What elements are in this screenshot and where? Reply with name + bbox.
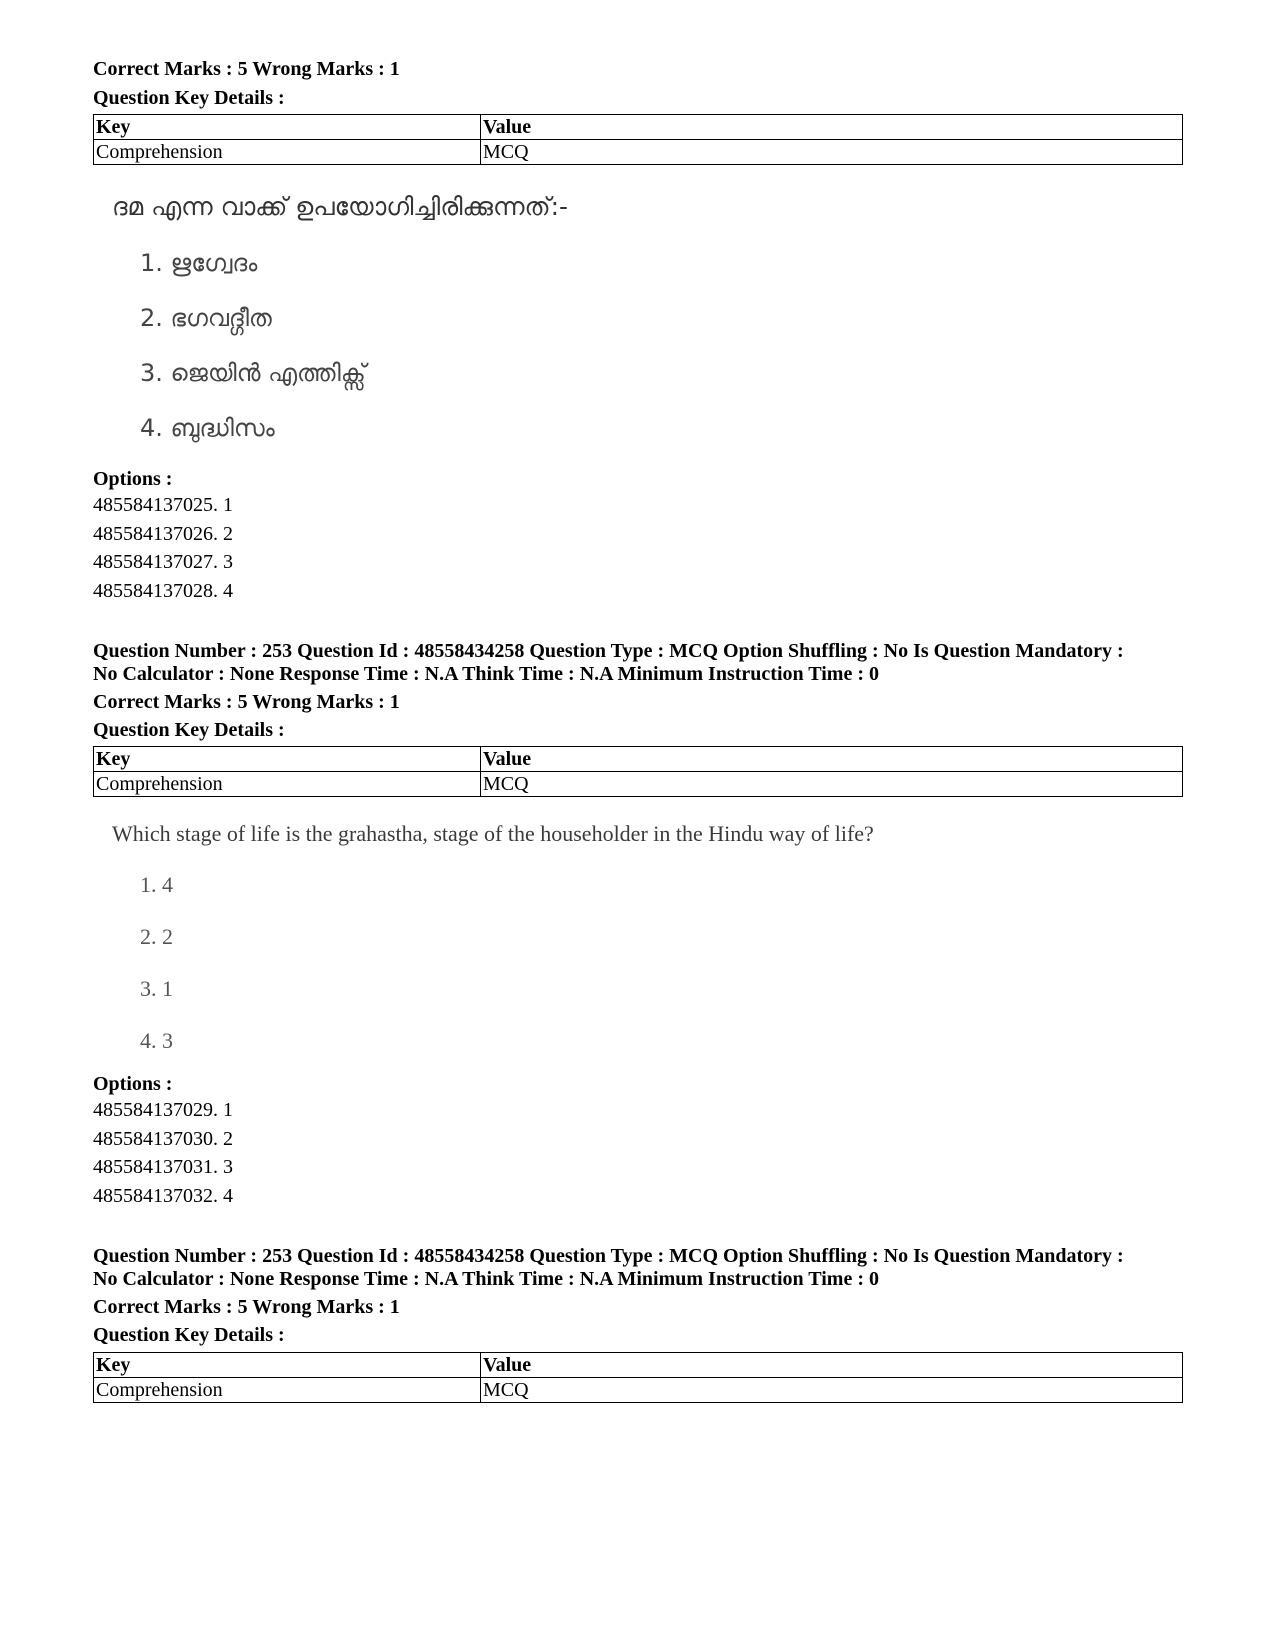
choice-1: 1. 4 xyxy=(140,872,173,897)
question-meta-line-1: Question Number : 253 Question Id : 48558434258 Question Type : MCQ Option Shuffling : No Is Question Mandatory : xyxy=(93,640,1124,662)
option-item: 485584137032. 4 xyxy=(93,1184,233,1207)
table-header-key: Key xyxy=(94,747,481,772)
table-header-row xyxy=(94,1353,1183,1378)
choice-2: 2. ഭഗവദ്ഗീത xyxy=(140,304,272,332)
option-item: 485584137028. 4 xyxy=(93,579,233,602)
table-header-key: Key xyxy=(94,1353,481,1378)
choice-4: 4. ബുദ്ധിസം xyxy=(140,414,275,442)
table-row xyxy=(94,140,1183,165)
key-details-table xyxy=(93,114,1183,165)
table-header-row xyxy=(94,747,1183,772)
option-item: 485584137031. 3 xyxy=(93,1156,233,1178)
table-cell-value: MCQ xyxy=(481,1378,1183,1403)
table-cell-key: Comprehension xyxy=(94,140,481,165)
options-label: Options : xyxy=(93,1073,173,1095)
table-header-value: Value xyxy=(481,1353,1183,1378)
options-label: Options : xyxy=(93,468,173,490)
choice-3: 3. 1 xyxy=(140,976,173,1001)
question-meta-line-2: No Calculator : None Response Time : N.A Think Time : N.A Minimum Instruction Time : 0 xyxy=(93,1268,879,1290)
marks-line: Correct Marks : 5 Wrong Marks : 1 xyxy=(93,1296,400,1318)
choice-4: 4. 3 xyxy=(140,1028,173,1053)
table-cell-value: MCQ xyxy=(481,140,1183,165)
table-cell-key: Comprehension xyxy=(94,1378,481,1403)
key-details-table xyxy=(93,746,1183,797)
question-meta-line-2: No Calculator : None Response Time : N.A Think Time : N.A Minimum Instruction Time : 0 xyxy=(93,663,879,685)
option-item: 485584137030. 2 xyxy=(93,1127,233,1150)
table-header-value: Value xyxy=(481,747,1183,772)
table-header-value: Value xyxy=(481,115,1183,140)
choice-3: 3. ജെയിൻ എത്തിക്സ് xyxy=(140,359,366,387)
table-row xyxy=(94,1378,1183,1403)
choice-1: 1. ഋഗ്വേദം xyxy=(140,249,258,277)
table-header-row xyxy=(94,115,1183,140)
table-cell-key: Comprehension xyxy=(94,772,481,797)
marks-line: Correct Marks : 5 Wrong Marks : 1 xyxy=(93,58,400,80)
marks-line: Correct Marks : 5 Wrong Marks : 1 xyxy=(93,691,400,713)
question-meta-line-1: Question Number : 253 Question Id : 48558434258 Question Type : MCQ Option Shuffling : No Is Question Mandatory : xyxy=(93,1245,1124,1267)
table-row xyxy=(94,772,1183,797)
table-cell-value: MCQ xyxy=(481,772,1183,797)
key-details-label: Question Key Details : xyxy=(93,1324,285,1346)
options-list xyxy=(93,491,233,605)
option-item: 485584137025. 1 xyxy=(93,494,233,516)
option-item: 485584137029. 1 xyxy=(93,1099,233,1121)
key-details-label: Question Key Details : xyxy=(93,87,285,109)
question-text: ദമ എന്ന വാക്ക് ഉപയോഗിച്ചിരിക്കുന്നത്:- xyxy=(112,192,569,221)
choice-2: 2. 2 xyxy=(140,924,173,949)
options-list xyxy=(93,1096,233,1210)
option-item: 485584137026. 2 xyxy=(93,522,233,545)
option-item: 485584137027. 3 xyxy=(93,551,233,573)
table-header-key: Key xyxy=(94,115,481,140)
question-text: Which stage of life is the grahastha, stage of the householder in the Hindu way of life? xyxy=(112,821,874,846)
key-details-table xyxy=(93,1352,1183,1403)
key-details-label: Question Key Details : xyxy=(93,719,285,741)
